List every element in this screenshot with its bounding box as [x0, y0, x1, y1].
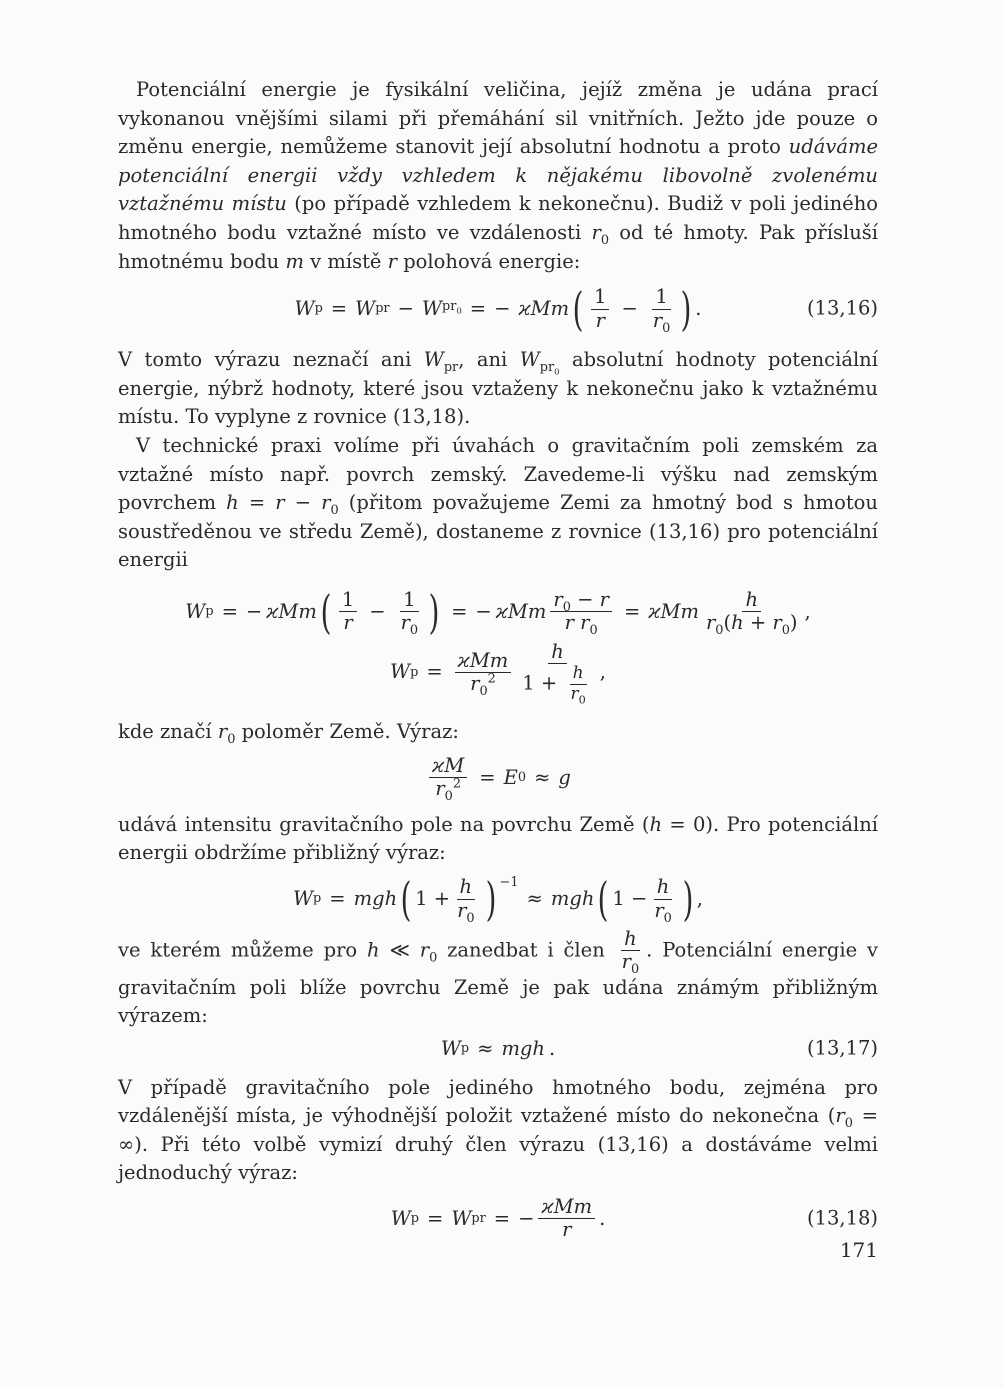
equation-number: (13,18): [806, 1206, 878, 1230]
equation-intensity: $\frac{ϰM}{r_0^2}$ = E 0 ≈ g: [118, 755, 878, 801]
equation-wp-expanded: W p = − ϰMm ( $\frac{1}{r}$ − $\frac{1}{r_0}$ ) = − ϰMm $\frac{r_0 - r}{r r_0}$ = ϰMm $\frac{h}{r_0(h + r_0)}$ ,: [185, 584, 811, 639]
paragraph-intro: Potenciální energie je fysikální veličina, jejíž změna je udána prací vykonanou vnějšími silami při přemáhání sil vnitřních. Ježto jde pouze o změnu energie, nemůžeme stanovit její absolutní hodnotu a proto udáváme potenciální energii vždy vzhledem k nějakému libovolně zvolenému vztažnému místu (po případě vzhledem k nekonečnu). Budiž v poli jediného hmotného bodu vztažné místo ve vzdálenosti $r_0$ od té hmoty. Pak přísluší hmotnému bodu m v místě r polohová energie:: [118, 78, 878, 273]
equation-13-17: W p ≈ mgh . (13,17): [118, 1035, 878, 1064]
paragraph-infinity: V případě gravitačního pole jediného hmotného bodu, zejména pro vzdálenější místa, je výhodnější položit vztažené místo do nekonečna ($r_0$ = ∞). Při této volbě vymizí druhý člen výrazu (13,16) a dostáváme velmi jednoduchý výraz:: [118, 1075, 878, 1185]
page-number: 171: [839, 1238, 878, 1262]
paragraph-earth-radius: kde značí $r_0$ poloměr Země. Výraz:: [118, 720, 459, 748]
equation-13-18: W p = W pr = − $\frac{\text{ϰMm}}{r}$ . (13,18): [390, 1195, 878, 1242]
paragraph-intensity: udává intensitu gravitačního pole na povrchu Země (h = 0). Pro potenciální energii obdržíme přibližný výraz:: [118, 812, 878, 865]
page-body: [118, 76, 878, 1250]
paragraph-neglect: ve kterém můžeme pro h ≪ $r_0$ zanedbat i člen $\frac{h}{r_0}$ . Potenciální energie v gravitačním poli blíže povrchu Země je pak udána známým přibližným výrazem:: [118, 927, 879, 1028]
equation-approx: W p = mgh ( 1 + $\frac{h}{r_0}$ ) $^{-1}$ ≈ mgh ( 1 − $\frac{h}{r_0}$ ) ,: [293, 872, 703, 927]
equation-13-16: W p = W pr − W $pr_0$ = − ϰMm ( $\frac{1}{r}$ − $\frac{1}{r_0}$ ) . (13,16): [294, 282, 878, 337]
paragraph-note: V tomto výrazu neznačí ani $W_{pr}$, ani $W_{pr_0}$ absolutní hodnoty potenciální energie, nýbrž hodnoty, které jsou vztaženy k nekonečnu jako k vztažnému místu. To vyplyne z rovnice (13,18).: [118, 348, 878, 429]
emphasis-text: udáváme potenciální energii vždy vzhledem k nějakému libovolně zvolenému vztažnému místu: [118, 135, 878, 216]
equation-number: (13,16): [806, 296, 878, 320]
equation-number: (13,17): [806, 1037, 878, 1061]
paragraph-technical: V technické praxi volíme při úvahách o gravitačním poli zemském za vztažné místo např. povrch zemský. Zavedeme-li výšku nad zemským povrchem $h = r - r_0$ (přitom považujeme Zemi za hmotný bod s hmotou soustředěnou ve středu Země), dostaneme z rovnice (13,16) pro potenciální energii: [118, 433, 878, 572]
equation-wp-ratio: W p = $\frac{\text{ϰMm}}{r_0^2}$ h 1 + $\frac{h}{r_0}$ ,: [390, 639, 606, 707]
